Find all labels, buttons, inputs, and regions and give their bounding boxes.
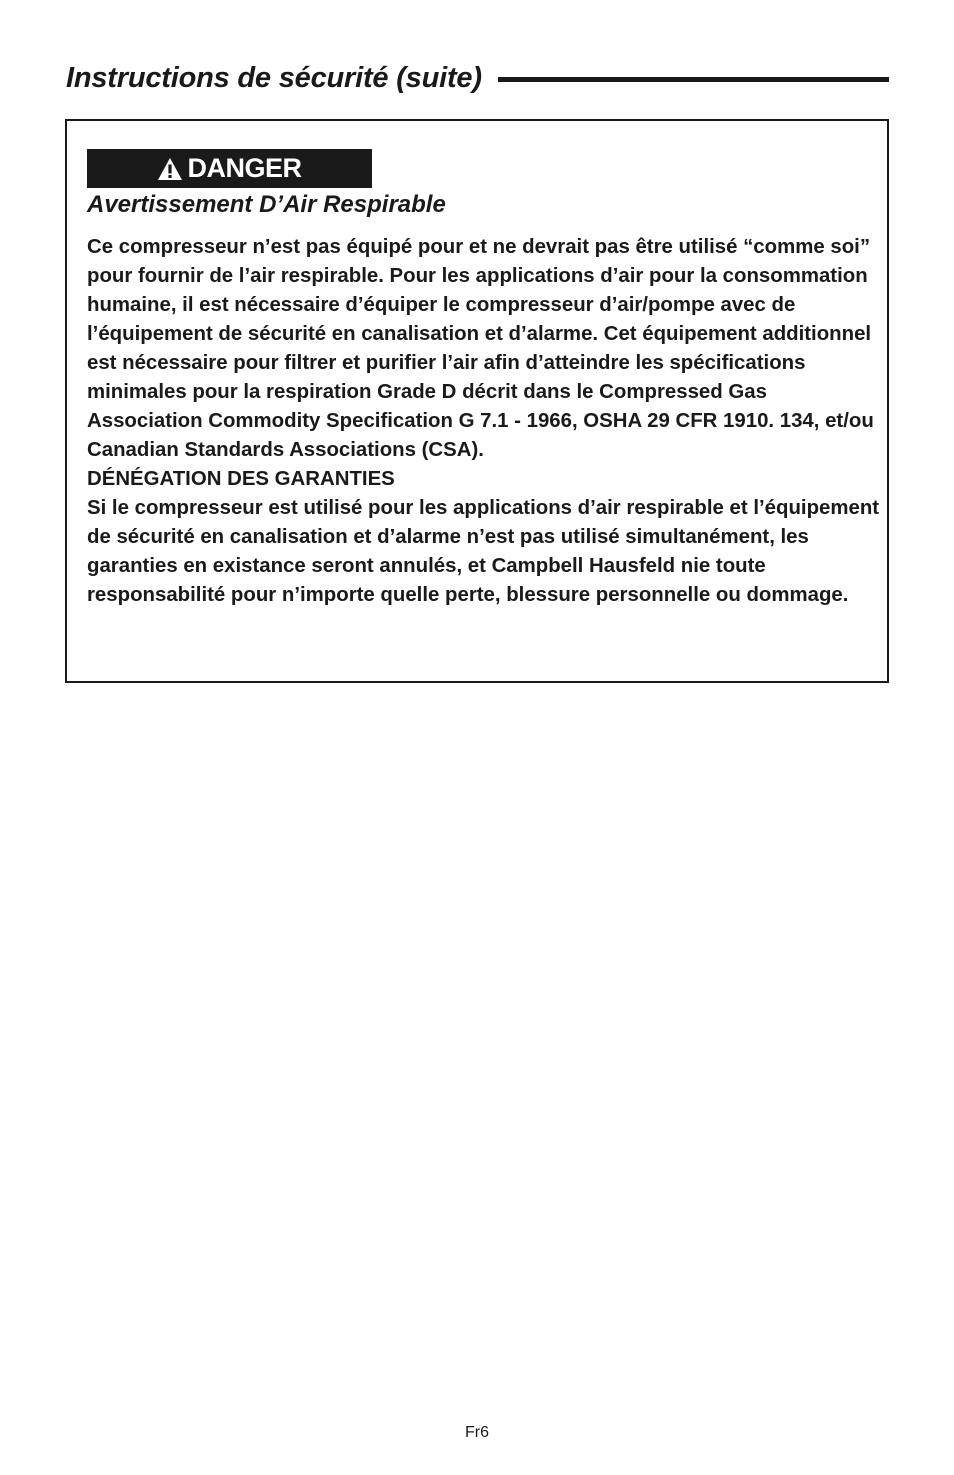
warranty-disclaimer-heading: DÉNÉGATION DES GARANTIES xyxy=(87,468,395,490)
danger-signal-word: DANGER xyxy=(187,153,302,183)
header-rule xyxy=(498,77,889,82)
danger-banner xyxy=(87,149,372,188)
page-title: Instructions de sécurité (suite) xyxy=(66,61,482,94)
page-number: Fr6 xyxy=(465,1424,489,1441)
warning-paragraph-breathing-air: Ce compresseur n’est pas équipé pour et ne devrait pas être utilisé “comme soi” pour fournir de l’air respirable. Pour les applications d’air pour la consommation humaine, il est nécessaire d’équiper le compresseur d’air/pompe avec de l’équipement de sécurité en canalisation et d’alarme. Cet équipement additionnel est nécessaire pour filtrer et purifier l’air afin d’atteindre les spécifications minimales pour la respiration Grade D décrit dans le Compressed Gas Association Commodity Specification G 7.1 - 1966, OSHA 29 CFR 1910. 134, et/ou Canadian Standards Associations (CSA). xyxy=(87,236,874,461)
warning-body xyxy=(87,233,882,610)
page-header xyxy=(66,58,889,98)
warning-triangle-icon xyxy=(157,157,183,181)
warranty-disclaimer-text: Si le compresseur est utilisé pour les applications d’air respirable et l’équipement de sécurité en canalisation et d’alarme n’est pas utilisé simultanément, les garanties en existance seront annulés, et Campbell Hausfeld nie toute responsabilité pour n’importe quelle perte, blessure personnelle ou dommage. xyxy=(87,497,880,606)
warning-subtitle: Avertissement D’Air Respirable xyxy=(87,191,446,218)
danger-warning-box xyxy=(65,119,889,683)
